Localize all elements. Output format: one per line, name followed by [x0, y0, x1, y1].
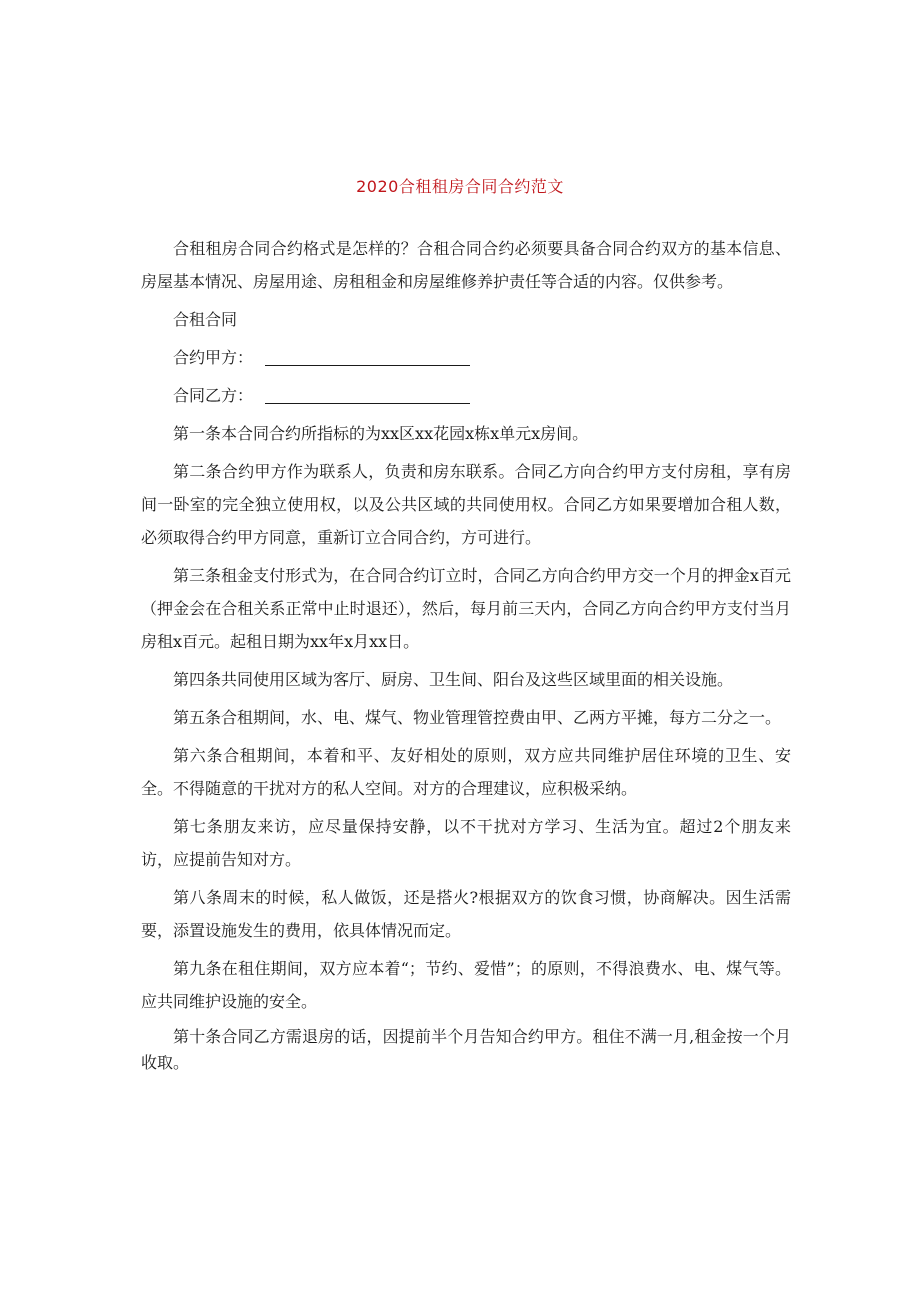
article-4: 第四条共同使用区域为客厅、厨房、卫生间、阳台及这些区域里面的相关设施。: [173, 670, 734, 689]
party-b-label: 合同乙方：: [173, 386, 254, 405]
article-1: 第一条本合同合约所指标的为xx区xx花园x栋x单元x房间。: [173, 424, 589, 443]
article-2: 第二条合约甲方作为联系人，负责和房东联系。合同乙方向合约甲方支付房租，享有房间一卧室的完全独立使用权，以及公共区域的共同使用权。合同乙方如果要增加合租人数，必须取得合约甲方同意，重新订立合同合约，方可进行。: [141, 462, 791, 547]
contract-heading: 合租合同: [173, 310, 238, 329]
article-10: 第十条合同乙方需退房的话，因提前半个月告知合约甲方。租住不满一月,租金按一个月收取。: [141, 1027, 791, 1072]
article-7: 第七条朋友来访，应尽量保持安静，以不干扰对方学习、生活为宜。超过2个朋友来访，应提前告知对方。: [141, 817, 791, 869]
intro-paragraph: 合租租房合同合约格式是怎样的？合租合同合约必须要具备合同合约双方的基本信息、房屋基本情况、房屋用途、房租租金和房屋维修养护责任等合适的内容。仅供参考。: [141, 239, 791, 291]
article-3: 第三条租金支付形式为，在合同合约订立时，合同乙方向合约甲方交一个月的押金x百元（押金会在合租关系正常中止时退还），然后，每月前三天内，合同乙方向合约甲方支付当月房租x百元。起租日期为xx年x月xx日。: [141, 566, 791, 651]
party-a-line: [141, 341, 791, 374]
article-6: 第六条合租期间，本着和平、友好相处的原则，双方应共同维护居住环境的卫生、安全。不得随意的干扰对方的私人空间。对方的合理建议，应积极采纳。: [141, 746, 791, 798]
party-a-blank: [265, 351, 470, 366]
document-title: 2020合租租房合同合约范文: [356, 177, 564, 196]
article-8: 第八条周末的时候，私人做饭，还是搭火?根据双方的饮食习惯，协商解决。因生活需要，添置设施发生的费用，依具体情况而定。: [141, 888, 791, 940]
article-9: 第九条在租住期间，双方应本着“；节约、爱惜”；的原则，不得浪费水、电、煤气等。应共同维护设施的安全。: [141, 959, 791, 1011]
document-body: [141, 232, 791, 1081]
party-a-label: 合约甲方：: [173, 348, 254, 367]
party-b-line: [141, 379, 791, 412]
party-b-blank: [265, 389, 470, 404]
article-5: 第五条合租期间，水、电、煤气、物业管理管控费由甲、乙两方平摊，每方二分之一。: [173, 708, 782, 727]
